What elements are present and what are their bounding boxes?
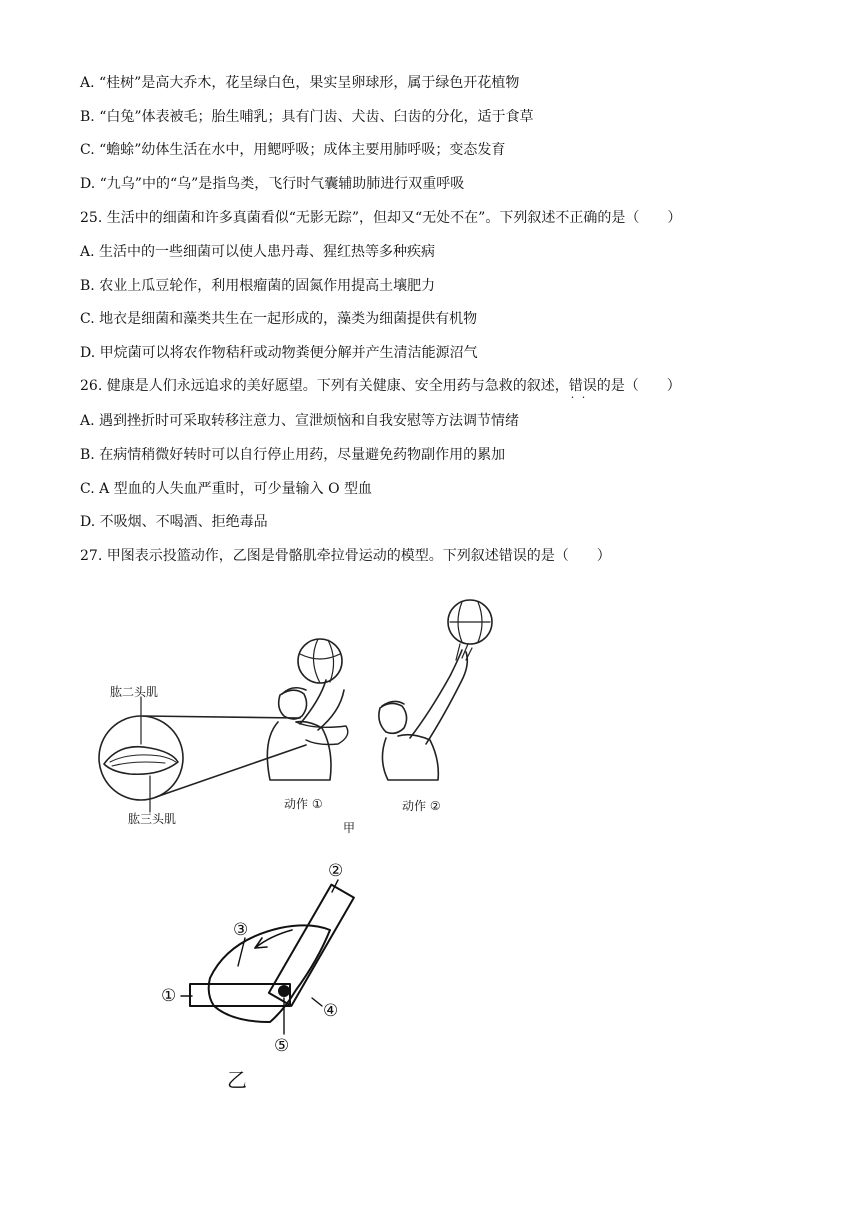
q24-option-c: C. “蟾蜍”幼体生活在水中，用鳃呼吸；成体主要用肺呼吸；变态发育 (80, 142, 506, 158)
label-yi-4: ④ (323, 1001, 339, 1021)
bone-horizontal (190, 984, 290, 1006)
caption-jia: 甲 (343, 821, 356, 835)
q25-option-c: C. 地衣是细菌和藻类共生在一起形成的，藻类为细菌提供有机物 (80, 311, 478, 327)
q24-option-b: B. “白兔”体表被毛；胎生哺乳；具有门齿、犬齿、臼齿的分化，适于食草 (80, 109, 534, 125)
q26-option-c: C. A 型血的人失血严重时，可少量输入 O 型血 (80, 481, 373, 497)
label-yi-5: ⑤ (274, 1036, 290, 1056)
q27-stem: 27. 甲图表示投篮动作，乙图是骨骼肌牵拉骨运动的模型。下列叙述错误的是（ ） (80, 548, 611, 564)
q25-stem: 25. 生活中的细菌和许多真菌看似“无影无踪”，但却又“无处不在”。下列叙述不正确的是（ ） (80, 210, 682, 226)
joint-dot (279, 986, 289, 996)
q26-stem-pre: 26. 健康是人们永远追求的美好愿望。下列有关健康、安全用药与急救的叙述， (80, 378, 569, 394)
q25-option-b: B. 农业上瓜豆轮作，利用根瘤菌的固氮作用提高土壤肥力 (80, 278, 436, 294)
caption-yi: 乙 (227, 1068, 247, 1092)
q25-option-d: D. 甲烷菌可以将农作物秸秆或动物粪便分解并产生清洁能源沼气 (80, 345, 478, 361)
q24-option-d: D. “九乌”中的“乌”是指鸟类，飞行时气囊辅助肺进行双重呼吸 (80, 176, 465, 192)
q26-option-d: D. 不吸烟、不喝酒、拒绝毒品 (80, 514, 268, 530)
label-triceps: 肱三头肌 (128, 812, 177, 826)
q26-option-b: B. 在病情稍微好转时可以自行停止用药，尽量避免药物副作用的累加 (80, 447, 506, 463)
label-action-2: 动作 ② (402, 799, 441, 813)
q26-stem-emphasis: 错误 · · (569, 378, 597, 394)
label-biceps: 肱二头肌 (110, 685, 159, 699)
q24-option-a: A. “桂树”是高大乔木，花呈绿白色，果实呈卵球形，属于绿色开花植物 (80, 75, 520, 91)
label-yi-2: ② (328, 861, 344, 881)
q25-option-a: A. 生活中的一些细菌可以使人患丹毒、猩红热等多种疾病 (80, 244, 436, 260)
label-yi-1: ① (161, 986, 177, 1006)
label-action-1: 动作 ① (284, 797, 323, 811)
q26-option-a: A. 遇到挫折时可采取转移注意力、宣泄烦恼和自我安慰等方法调节情绪 (80, 413, 520, 429)
label-yi-3: ③ (233, 920, 249, 940)
q26-stem-post: 的是（ ） (596, 378, 681, 394)
muscle-oval (209, 925, 330, 1022)
